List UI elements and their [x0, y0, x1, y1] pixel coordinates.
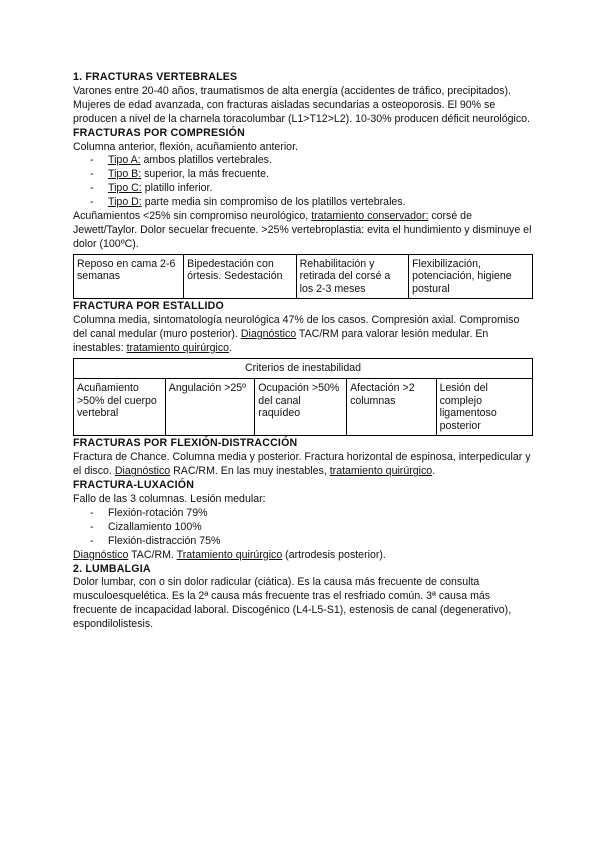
text-flexion-end: . — [432, 465, 436, 478]
text-estallido-pre: Columna media, sintomatología neurológica 47% de los casos. Compresión axial. Compromiso del canal medular (muro posterior). — [73, 314, 520, 341]
list-item-tipo-a — [90, 154, 533, 168]
list-item: - Flexión-distracción 75% — [90, 535, 533, 549]
text-luxacion-end: (artrodesis posterior). — [282, 548, 386, 561]
text-flexion-pre: Fractura de Chance. Columna media y posterior. Fractura horizontal de espinosa, interpedicular y el disco. — [73, 451, 531, 478]
heading-fracturas-compresion: FRACTURAS POR COMPRESIÓN — [73, 126, 245, 139]
heading-flexion-distraccion: FRACTURAS POR FLEXIÓN-DISTRACCIÓN — [73, 437, 298, 450]
label-tipo-d: Tipo D: — [108, 196, 142, 209]
paragraph-fracturas-vertebrales-intro: Varones entre 20-40 años, traumatismos de alta energía (accidentes de tráfico, precipitados). Mujeres de edad avanzada, con fracturas aisladas secundarias a osteoporosis. El 90% se producen a nivel de la charnela toracolumbar (L1>T12>L2). 10-30% producen déficit neurológico. — [73, 84, 530, 125]
table-row — [74, 379, 533, 436]
list-item: - Flexión-rotación 79% — [90, 507, 533, 521]
table-cell: Flexibilización, potenciación, higiene postural — [409, 254, 533, 299]
table-criterios-inestabilidad — [73, 358, 533, 437]
table-header: Criterios de inestabilidad — [74, 358, 533, 379]
text-tipo-d: parte media sin compromiso de los platillos vertebrales. — [141, 196, 406, 209]
paragraph-flexion — [73, 451, 533, 479]
list-item-tipo-c — [90, 182, 533, 196]
text-diagnostico: Diagnóstico — [114, 465, 171, 478]
list-item-tipo-b — [90, 168, 533, 182]
paragraph-luxacion-diagnostico — [73, 549, 533, 563]
text-estallido-end: . — [229, 342, 233, 354]
table-cell: Reposo en cama 2-6 semanas — [74, 254, 184, 299]
table-header-row — [74, 358, 533, 379]
text-acunamientos: Acuñamientos <25% sin compromiso neurológico, — [73, 210, 312, 223]
table-cell: Bipedestación con órtesis. Sedestación — [184, 254, 296, 299]
text-tratamiento-quirurgico: tratamiento quirúrgico — [126, 342, 230, 354]
text-tratamiento-conservador: tratamiento conservador: — [311, 210, 429, 223]
paragraph-compresion-tratamiento — [73, 210, 533, 252]
text-corse: corsé de Jewett/Taylor. Dolor secuelar frecuente. >25% vertebroplastia: evita el hundimiento y disminuye el dolor (100ºC). — [73, 210, 532, 250]
list-item: - Cizallamiento 100% — [90, 521, 533, 535]
table-cell: Acuñamiento >50% del cuerpo vertebral — [74, 379, 166, 436]
label-tipo-a: Tipo A: — [108, 154, 141, 167]
list-item-tipo-d — [90, 196, 533, 210]
text-flexion-mid: RAC/RM. En las muy inestables, — [170, 465, 330, 478]
text-diagnostico: Diagnóstico — [73, 548, 129, 561]
paragraph-compresion-intro: Columna anterior, flexión, acuñamiento anterior. — [73, 140, 298, 153]
label-tipo-c: Tipo C: — [108, 182, 142, 195]
table-cell: Ocupación >50% del canal raquídeo — [255, 379, 347, 436]
text-estallido-mid: TAC/RM para valorar lesión medular. En inestables: — [73, 328, 489, 354]
paragraph-lumbalgia: Dolor lumbar, con o sin dolor radicular (ciática). Es la causa más frecuente de consulta musculoesquelética. Es la 2ª causa más frecuente tras el resfriado común. 3ª causa más frecuente de incapacidad laboral. Discogénico (L4-L5-S1), estenosis de canal (degenerativo), espondilolistesis. — [73, 576, 512, 631]
table-cell: Angulación >25º — [165, 379, 255, 436]
text-tratamiento-quirurgico: tratamiento quirúrgico — [329, 465, 433, 478]
table-cell: Rehabilitación y retirada del corsé a los 2-3 meses — [296, 254, 408, 299]
text-diagnostico: Diagnóstico — [240, 328, 297, 341]
section-title-fracturas-vertebrales: 1. FRACTURAS VERTEBRALES — [73, 71, 238, 83]
text-tratamiento-quirurgico: Tratamiento quirúrgico — [176, 548, 283, 561]
table-cell: Lesión del complejo ligamentoso posterior — [436, 379, 532, 436]
table-cell: Afectación >2 columnas — [347, 379, 437, 436]
list-tipos-compresion — [73, 154, 533, 210]
list-lesion-medular — [73, 507, 533, 549]
paragraph-estallido — [73, 314, 533, 356]
text-tipo-c: platillo inferior. — [141, 182, 213, 195]
heading-fractura-estallido: FRACTURA POR ESTALLIDO — [73, 300, 224, 313]
paragraph-luxacion-intro: Fallo de las 3 columnas. Lesión medular: — [73, 493, 266, 506]
table-row — [74, 254, 533, 299]
text-luxacion-mid: TAC/RM. — [128, 548, 177, 561]
label-tipo-b: Tipo B: — [108, 168, 142, 181]
heading-fractura-luxacion: FRACTURA-LUXACIÓN — [73, 479, 195, 492]
document-page — [73, 71, 533, 632]
table-tratamiento-compresion — [73, 254, 533, 300]
text-tipo-a: ambos platillos vertebrales. — [140, 154, 272, 167]
text-tipo-b: superior, la más frecuente. — [141, 168, 269, 181]
section-title-lumbalgia: 2. LUMBALGIA — [73, 562, 151, 575]
